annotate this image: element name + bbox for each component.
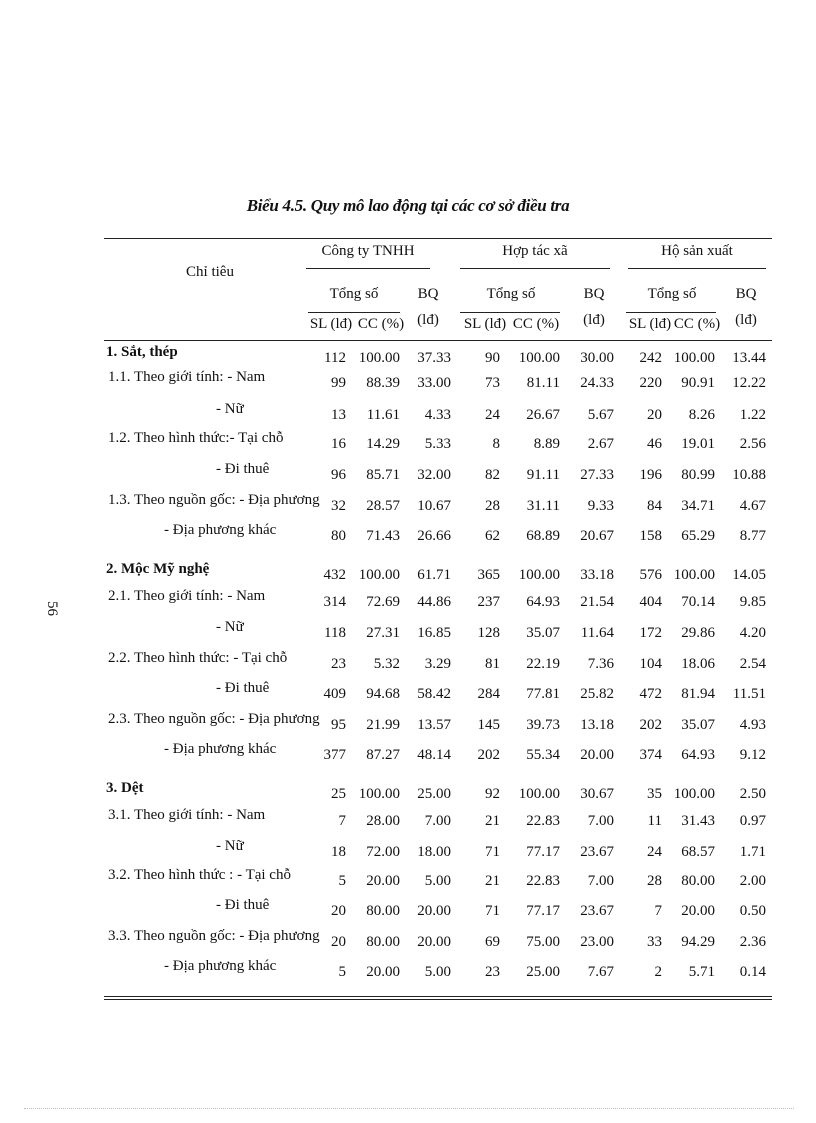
table-cell: 112 (324, 350, 346, 366)
table-cell: 100.00 (673, 567, 715, 583)
row-label: 1. Sắt, thép (106, 344, 178, 360)
table-cell: 39.73 (526, 717, 560, 733)
table-cell: 25 (331, 786, 346, 802)
table-cell: 26.67 (526, 407, 560, 423)
table-cell: 145 (477, 717, 500, 733)
table-cell: 64.93 (681, 747, 715, 763)
table-cell: 84 (647, 498, 662, 514)
header-tongso-1: Tổng số (329, 286, 379, 302)
header-tongso-2: Tổng số (486, 286, 536, 302)
row-label: 2.3. Theo nguồn gốc: - Địa phương (108, 711, 320, 727)
table-cell: 71 (485, 844, 500, 860)
table-cell: 33.00 (417, 375, 451, 391)
row-label: 3.1. Theo giới tính: - Nam (108, 807, 266, 823)
table-cell: 34.71 (681, 498, 715, 514)
table-cell: 8.26 (688, 407, 715, 423)
table-cell: 31.11 (526, 498, 560, 514)
table-cell: 31.43 (681, 813, 715, 829)
table-cell: 22.83 (526, 873, 560, 889)
table-cell: 55.34 (526, 747, 560, 763)
table-cell: 5.71 (688, 964, 715, 980)
table-cell: 2.54 (739, 656, 766, 672)
table-cell: 432 (323, 567, 346, 583)
table-cell: 16.85 (417, 625, 451, 641)
table-cell: 68.89 (526, 528, 560, 544)
table-cell: 25.00 (417, 786, 451, 802)
table-cell: 20 (331, 903, 346, 919)
table-cell: 96 (331, 467, 346, 483)
table-cell: 71 (485, 903, 500, 919)
header-cc-1: CC (%) (357, 316, 405, 332)
table-cell: 2 (654, 964, 662, 980)
table-cell: 77.17 (526, 903, 560, 919)
table-cell: 242 (639, 350, 662, 366)
table-cell: 30.67 (580, 786, 614, 802)
table-cell: 202 (639, 717, 662, 733)
table-cell: 5.67 (587, 407, 614, 423)
table-cell: 20.00 (417, 903, 451, 919)
table-cell: 61.71 (417, 567, 451, 583)
header-sl-2: SL (lđ) (463, 316, 507, 332)
rule-group-1 (306, 268, 430, 269)
table-cell: 87.27 (366, 747, 400, 763)
table-cell: 576 (639, 567, 662, 583)
table-cell: 62 (485, 528, 500, 544)
table-cell: 30.00 (580, 350, 614, 366)
table-cell: 13.57 (417, 717, 451, 733)
table-cell: 21.99 (366, 717, 400, 733)
table-cell: 32.00 (417, 467, 451, 483)
row-label: 1.3. Theo nguồn gốc: - Địa phương (108, 492, 320, 508)
table-cell: 94.29 (681, 934, 715, 950)
table-cell: 202 (477, 747, 500, 763)
table-cell: 35.07 (526, 625, 560, 641)
row-label: - Nữ (216, 619, 244, 635)
table-cell: 7.00 (424, 813, 451, 829)
page-number: 56 (44, 601, 60, 616)
table-cell: 7.00 (587, 813, 614, 829)
header-bq-unit-1: (lđ) (417, 312, 439, 328)
row-label: - Địa phương khác (164, 741, 277, 757)
rule-tongso-1 (308, 312, 400, 313)
table-cell: 26.66 (417, 528, 451, 544)
bottom-rule (104, 996, 772, 997)
table-cell: 75.00 (526, 934, 560, 950)
table-cell: 73 (485, 375, 500, 391)
header-sl-1: SL (lđ) (309, 316, 353, 332)
table-cell: 374 (639, 747, 662, 763)
table-cell: 90 (485, 350, 500, 366)
table-cell: 2.00 (739, 873, 766, 889)
table-cell: 11.61 (366, 407, 400, 423)
table-cell: 80.00 (681, 873, 715, 889)
table-cell: 7.36 (587, 656, 614, 672)
row-label: - Địa phương khác (164, 958, 277, 974)
row-label: 3.2. Theo hình thức : - Tại chỗ (108, 867, 291, 883)
table-cell: 18.06 (681, 656, 715, 672)
table-cell: 12.22 (732, 375, 766, 391)
table-cell: 128 (477, 625, 500, 641)
table-cell: 158 (639, 528, 662, 544)
table-cell: 32 (331, 498, 346, 514)
table-cell: 1.22 (739, 407, 766, 423)
table-cell: 100.00 (518, 350, 560, 366)
table-cell: 100.00 (673, 786, 715, 802)
table-cell: 220 (639, 375, 662, 391)
table-cell: 104 (639, 656, 662, 672)
table-cell: 27.31 (366, 625, 400, 641)
table-cell: 1.71 (739, 844, 766, 860)
table-cell: 8.77 (739, 528, 766, 544)
header-chi-tieu: Chỉ tiêu (186, 264, 234, 280)
table-cell: 4.67 (739, 498, 766, 514)
table-cell: 80 (331, 528, 346, 544)
table-cell: 100.00 (673, 350, 715, 366)
header-tongso-3: Tổng số (647, 286, 697, 302)
table-cell: 404 (639, 594, 662, 610)
table-cell: 14.05 (732, 567, 766, 583)
header-group-htx: Hợp tác xã (502, 243, 568, 259)
header-bq-unit-3: (lđ) (735, 312, 757, 328)
table-cell: 18 (331, 844, 346, 860)
table-cell: 4.20 (739, 625, 766, 641)
table-cell: 29.86 (681, 625, 715, 641)
table-cell: 5 (338, 873, 346, 889)
table-cell: 18.00 (417, 844, 451, 860)
row-label: - Đi thuê (216, 461, 270, 477)
table-cell: 5.32 (373, 656, 400, 672)
table-cell: 58.42 (417, 686, 451, 702)
table-cell: 48.14 (417, 747, 451, 763)
table-cell: 9.12 (739, 747, 766, 763)
table-cell: 24 (485, 407, 500, 423)
table-cell: 24.33 (580, 375, 614, 391)
table-cell: 35.07 (681, 717, 715, 733)
table-cell: 20 (647, 407, 662, 423)
header-bq-1: BQ (417, 286, 439, 302)
table-cell: 100.00 (358, 350, 400, 366)
row-label: 3. Dệt (106, 780, 144, 796)
table-cell: 99 (331, 375, 346, 391)
rule-tongso-2 (460, 312, 560, 313)
table-cell: 68.57 (681, 844, 715, 860)
table-cell: 100.00 (358, 567, 400, 583)
table-cell: 20.00 (366, 964, 400, 980)
table-cell: 37.33 (417, 350, 451, 366)
table-cell: 25.00 (526, 964, 560, 980)
table-cell: 20.00 (580, 747, 614, 763)
table-cell: 95 (331, 717, 346, 733)
table-cell: 5 (338, 964, 346, 980)
table-cell: 13.18 (580, 717, 614, 733)
table-cell: 90.91 (681, 375, 715, 391)
table-cell: 64.93 (526, 594, 560, 610)
table-cell: 27.33 (580, 467, 614, 483)
table-cell: 237 (477, 594, 500, 610)
table-cell: 80.00 (366, 934, 400, 950)
table-cell: 196 (639, 467, 662, 483)
table-cell: 7 (338, 813, 346, 829)
table-cell: 80.99 (681, 467, 715, 483)
table-cell: 28.57 (366, 498, 400, 514)
row-label: 1.1. Theo giới tính: - Nam (108, 369, 266, 385)
table-cell: 23 (331, 656, 346, 672)
table-cell: 14.29 (366, 436, 400, 452)
table-cell: 72.00 (366, 844, 400, 860)
table-cell: 314 (323, 594, 346, 610)
table-cell: 3.29 (424, 656, 451, 672)
row-label: 1.2. Theo hình thức:- Tại chỗ (108, 430, 284, 446)
table-cell: 11.64 (580, 625, 614, 641)
rule-tongso-3 (626, 312, 716, 313)
table-cell: 24 (647, 844, 662, 860)
header-sl-3: SL (lđ) (628, 316, 672, 332)
table-cell: 2.67 (587, 436, 614, 452)
table-cell: 70.14 (681, 594, 715, 610)
table-cell: 7.00 (587, 873, 614, 889)
table-cell: 5.00 (424, 964, 451, 980)
table-cell: 284 (477, 686, 500, 702)
row-label: - Nữ (216, 838, 244, 854)
table-cell: 118 (324, 625, 346, 641)
table-cell: 23.00 (580, 934, 614, 950)
table-cell: 81.11 (526, 375, 560, 391)
table-cell: 16 (331, 436, 346, 452)
row-label: - Địa phương khác (164, 522, 277, 538)
table-cell: 33 (647, 934, 662, 950)
table-cell: 2.50 (739, 786, 766, 802)
table-cell: 11.51 (732, 686, 766, 702)
table-cell: 4.33 (424, 407, 451, 423)
table-cell: 11 (647, 813, 662, 829)
table-cell: 100.00 (358, 786, 400, 802)
table-cell: 91.11 (526, 467, 560, 483)
table-cell: 25.82 (580, 686, 614, 702)
header-cc-3: CC (%) (673, 316, 721, 332)
header-bq-3: BQ (735, 286, 757, 302)
table-cell: 0.97 (739, 813, 766, 829)
table-cell: 19.01 (681, 436, 715, 452)
table-cell: 21 (485, 813, 500, 829)
row-label: 2.1. Theo giới tính: - Nam (108, 588, 266, 604)
page-bottom-dots (24, 1108, 794, 1109)
table-cell: 72.69 (366, 594, 400, 610)
table-cell: 4.93 (739, 717, 766, 733)
table-cell: 22.19 (526, 656, 560, 672)
row-label: 2. Mộc Mỹ nghệ (106, 561, 210, 577)
table-cell: 77.81 (526, 686, 560, 702)
table-cell: 13.44 (732, 350, 766, 366)
table-cell: 69 (485, 934, 500, 950)
table-cell: 2.36 (739, 934, 766, 950)
table-cell: 100.00 (518, 786, 560, 802)
table-cell: 20.67 (580, 528, 614, 544)
table-cell: 94.68 (366, 686, 400, 702)
table-cell: 80.00 (366, 903, 400, 919)
table-cell: 10.67 (417, 498, 451, 514)
rule-group-3 (628, 268, 766, 269)
table-cell: 5.00 (424, 873, 451, 889)
table-cell: 33.18 (580, 567, 614, 583)
table-cell: 85.71 (366, 467, 400, 483)
table-cell: 88.39 (366, 375, 400, 391)
table-cell: 9.85 (739, 594, 766, 610)
top-rule (104, 238, 772, 239)
table-cell: 28 (485, 498, 500, 514)
table-cell: 65.29 (681, 528, 715, 544)
table-cell: 28.00 (366, 813, 400, 829)
table-cell: 23 (485, 964, 500, 980)
table-cell: 409 (323, 686, 346, 702)
table-cell: 10.88 (732, 467, 766, 483)
table-cell: 22.83 (526, 813, 560, 829)
table-cell: 92 (485, 786, 500, 802)
table-cell: 20.00 (366, 873, 400, 889)
table-cell: 35 (647, 786, 662, 802)
table-cell: 377 (323, 747, 346, 763)
header-group-tnhh: Công ty TNHH (321, 243, 415, 259)
table-cell: 21 (485, 873, 500, 889)
table-cell: 0.50 (739, 903, 766, 919)
rule-group-2 (460, 268, 610, 269)
table-cell: 2.56 (739, 436, 766, 452)
table-cell: 82 (485, 467, 500, 483)
header-bottom-rule (104, 340, 772, 341)
header-bq-unit-2: (lđ) (583, 312, 605, 328)
header-bq-2: BQ (583, 286, 605, 302)
header-cc-2: CC (%) (512, 316, 560, 332)
table-cell: 81 (485, 656, 500, 672)
row-label: - Đi thuê (216, 897, 270, 913)
table-cell: 71.43 (366, 528, 400, 544)
table-cell: 21.54 (580, 594, 614, 610)
table-cell: 20.00 (681, 903, 715, 919)
table-cell: 77.17 (526, 844, 560, 860)
table-title: Biểu 4.5. Quy mô lao động tại các cơ sở điều tra (246, 196, 570, 215)
table-cell: 20 (331, 934, 346, 950)
table-cell: 23.67 (580, 903, 614, 919)
table-cell: 7 (654, 903, 662, 919)
table-cell: 472 (639, 686, 662, 702)
table-cell: 7.67 (587, 964, 614, 980)
row-label: - Nữ (216, 401, 244, 417)
table-cell: 0.14 (739, 964, 766, 980)
table-cell: 8 (492, 436, 500, 452)
table-cell: 13 (331, 407, 346, 423)
row-label: 3.3. Theo nguồn gốc: - Địa phương (108, 928, 320, 944)
table-cell: 46 (647, 436, 662, 452)
table-cell: 365 (477, 567, 500, 583)
table-cell: 23.67 (580, 844, 614, 860)
table-cell: 5.33 (424, 436, 451, 452)
bottom-rule-2 (104, 999, 772, 1000)
table-cell: 81.94 (681, 686, 715, 702)
table-cell: 172 (639, 625, 662, 641)
table-cell: 9.33 (587, 498, 614, 514)
table-cell: 28 (647, 873, 662, 889)
row-label: - Đi thuê (216, 680, 270, 696)
table-cell: 8.89 (533, 436, 560, 452)
table-cell: 100.00 (518, 567, 560, 583)
row-label: 2.2. Theo hình thức: - Tại chỗ (108, 650, 288, 666)
table-cell: 20.00 (417, 934, 451, 950)
header-group-hsx: Hộ sản xuất (661, 243, 733, 259)
table-cell: 44.86 (417, 594, 451, 610)
